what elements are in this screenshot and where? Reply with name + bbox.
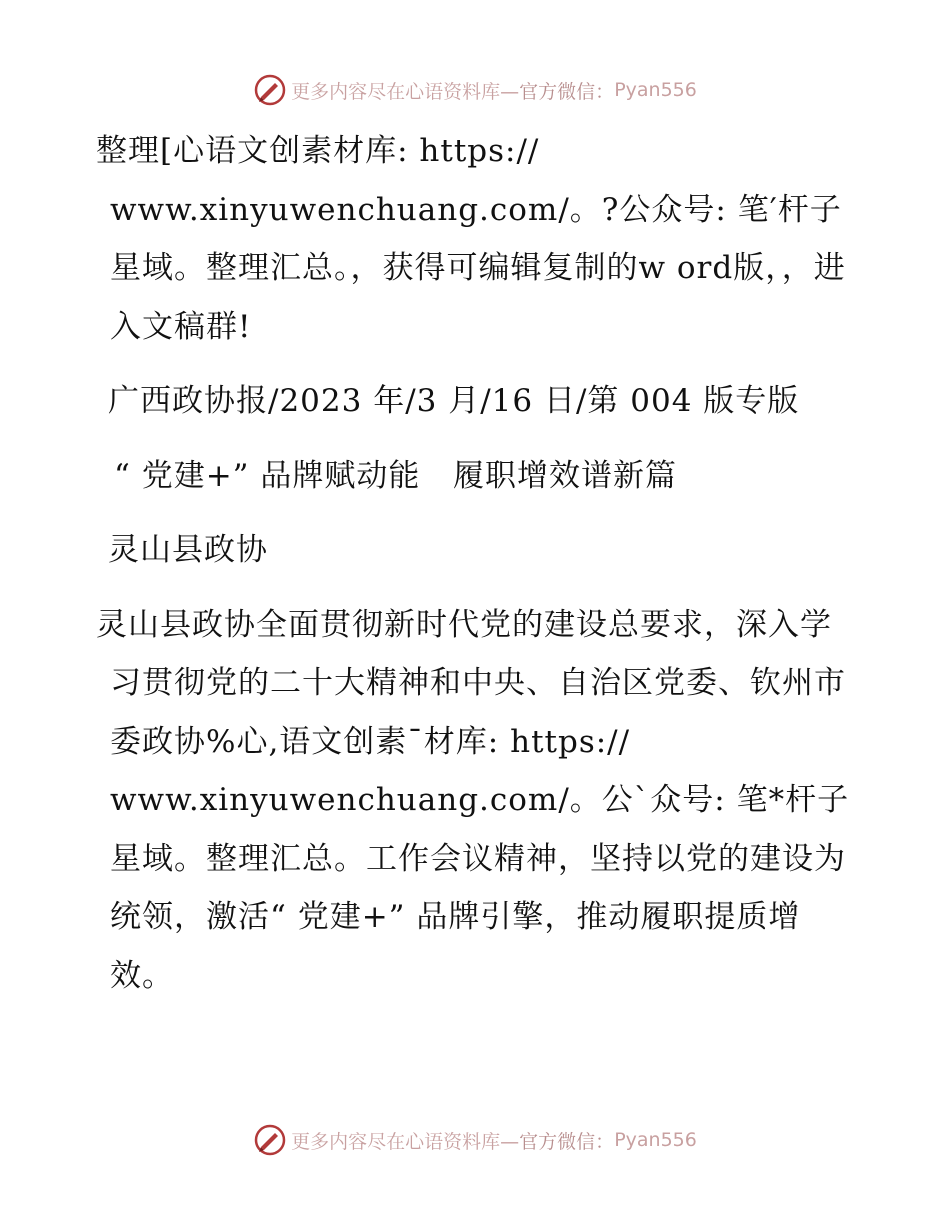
watermark-wechat-id: Pyan556 bbox=[614, 79, 697, 101]
pen-circle-logo-icon bbox=[253, 73, 287, 107]
pen-circle-logo-icon bbox=[253, 1123, 287, 1157]
watermark-wechat-label: 官方微信： bbox=[519, 1130, 615, 1153]
article-body-paragraph: 灵山县政协全面贯彻新时代党的建设总要求，深入学习贯彻党的二十大精神和中央、自治区党委、钦州市委政协%心,语文创素¯材库: https:// www.xinyuwenchuang.com/。公`众号: 笔*杆子星域。整理汇总。工作会议精神，坚持以党的建设为统领，激活“ 党建+” 品牌引擎，推动履职提质增效。 bbox=[96, 606, 850, 994]
watermark-banner-top bbox=[0, 70, 950, 110]
article-title: “ 党建+” 品牌赋动能 履职增效谱新篇 bbox=[114, 457, 677, 494]
watermark-wechat-label: 官方微信： bbox=[519, 80, 615, 103]
watermark-banner-bottom bbox=[0, 1120, 950, 1160]
intro-paragraph: 整理[心语文创素材库: https:// www.xinyuwenchuang.com/。?公众号: 笔′杆子星域。整理汇总。，获得可编辑复制的w ord版，，进入文稿群! bbox=[96, 133, 846, 345]
watermark-left-text: 更多内容尽在心语资料库— bbox=[291, 80, 520, 103]
document-body bbox=[96, 122, 856, 1021]
watermark-wechat-id: Pyan556 bbox=[614, 1129, 697, 1151]
article-author: 灵山县政协 bbox=[108, 532, 268, 568]
watermark-left-text: 更多内容尽在心语资料库— bbox=[291, 1130, 520, 1153]
source-line: 广西政协报/2023 年/3 月/16 日/第 004 版专版 bbox=[108, 383, 800, 419]
